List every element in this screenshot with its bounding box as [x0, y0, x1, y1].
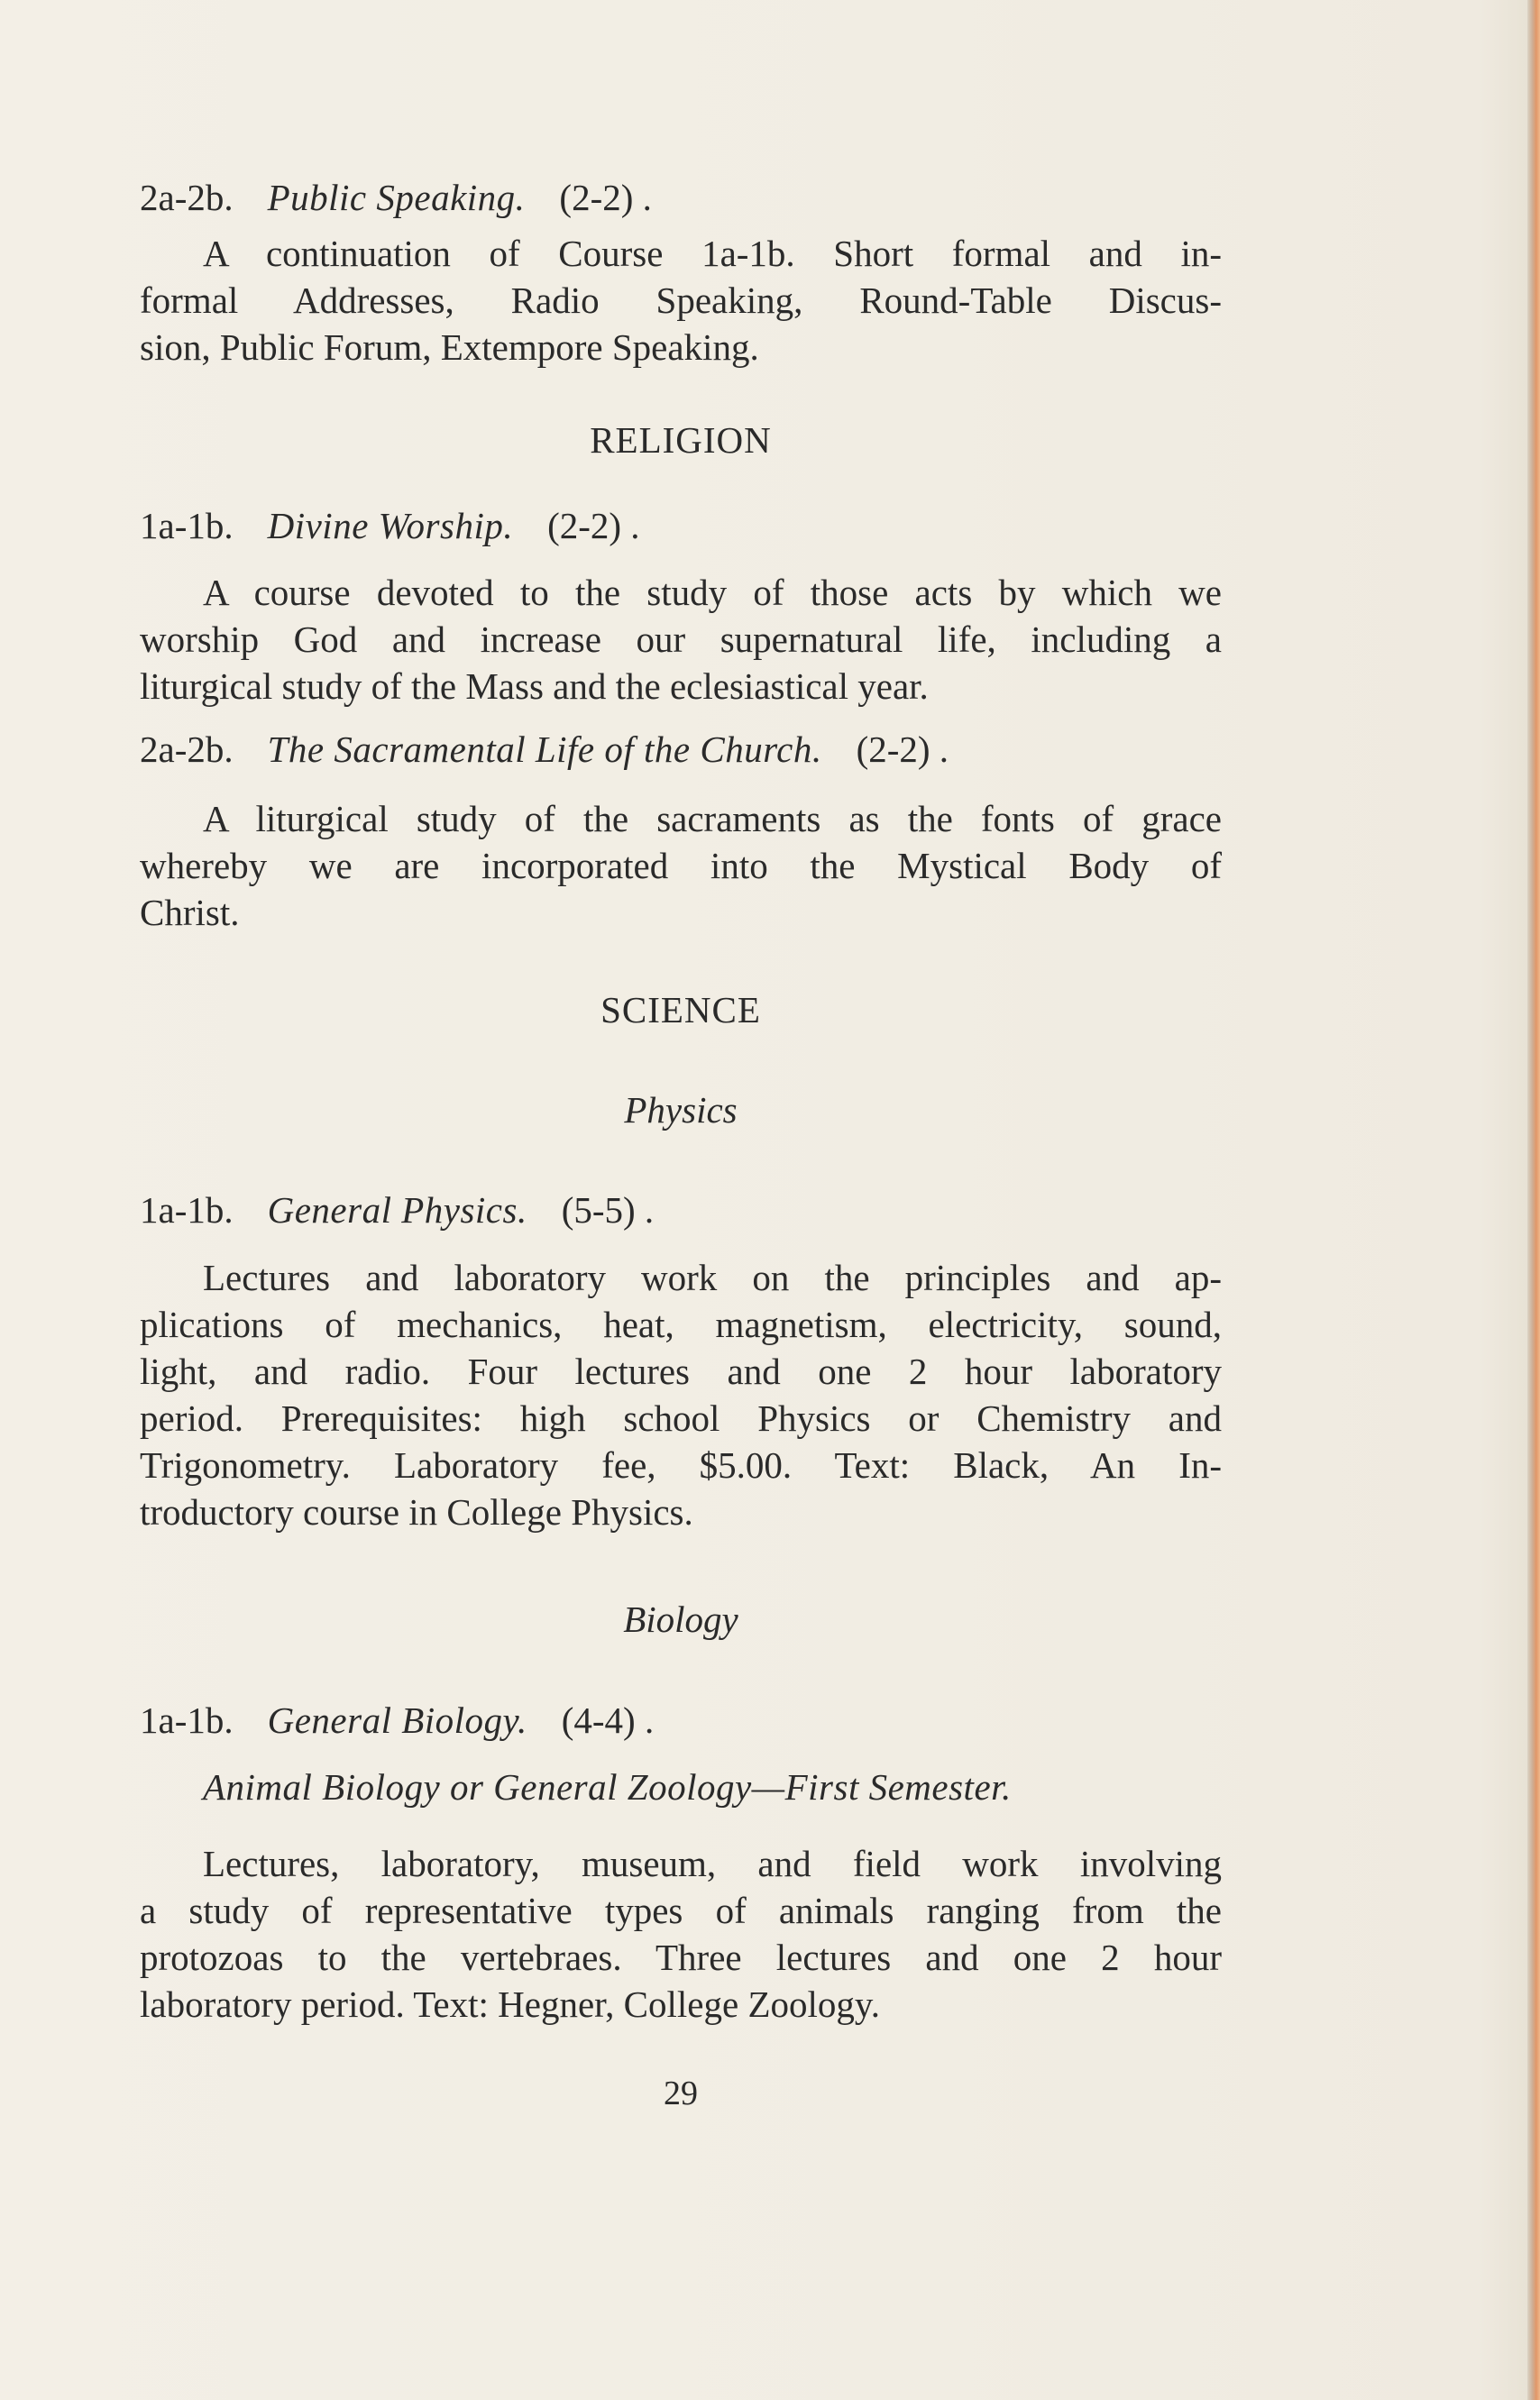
semester-heading: Animal Biology or General Zoology—First Semester. — [203, 1766, 1012, 1808]
description-line: Trigonometry. Laboratory fee, $5.00. Text: Black, An In- — [140, 1444, 1222, 1486]
course-number: 2a-2b. — [140, 728, 234, 770]
course-number: 1a-1b. — [140, 1189, 234, 1231]
course-credits: (2-2) . — [856, 728, 949, 770]
course-title: General Physics. — [267, 1189, 527, 1231]
description-line: protozoas to the vertebraes. Three lectures and one 2 hour — [140, 1937, 1222, 1978]
section-heading-religion: RELIGION — [590, 419, 772, 461]
page-number: 29 — [664, 2075, 698, 2112]
description-line: liturgical study of the Mass and the eclesiastical year. — [140, 665, 929, 707]
course-credits: (4-4) . — [561, 1699, 655, 1741]
course-description-general-biology — [140, 1840, 1222, 2028]
description-line: A course devoted to the study of those acts by which we — [203, 572, 1222, 613]
description-line: Lectures and laboratory work on the principles and ap- — [203, 1257, 1222, 1298]
course-title: The Sacramental Life of the Church. — [267, 728, 822, 770]
course-title: Divine Worship. — [267, 505, 514, 546]
course-number: 1a-1b. — [140, 1699, 234, 1741]
description-line: a study of representative types of animals ranging from the — [140, 1890, 1222, 1931]
description-line: troductory course in College Physics. — [140, 1491, 693, 1533]
course-description-general-physics — [140, 1254, 1222, 1535]
course-header-divine-worship — [140, 502, 640, 549]
course-description-divine-worship — [140, 569, 1222, 710]
description-line: Christ. — [140, 892, 240, 933]
course-number: 2a-2b. — [140, 177, 234, 218]
course-number: 1a-1b. — [140, 505, 234, 546]
course-header-general-biology — [140, 1697, 654, 1744]
page-edge — [1527, 0, 1540, 2400]
course-header-general-physics — [140, 1186, 654, 1233]
description-line: plications of mechanics, heat, magnetism, electricity, sound, — [140, 1304, 1222, 1345]
description-line: sion, Public Forum, Extempore Speaking. — [140, 326, 759, 368]
description-line: light, and radio. Four lectures and one 2 hour laboratory — [140, 1351, 1222, 1392]
description-line: period. Prerequisites: high school Physics or Chemistry and — [140, 1397, 1222, 1439]
course-header-sacramental-life — [140, 726, 949, 773]
description-line: whereby we are incorporated into the Mystical Body of — [140, 845, 1222, 886]
subsection-heading-physics: Physics — [624, 1089, 738, 1131]
description-line: laboratory period. Text: Hegner, College Zoology. — [140, 1983, 880, 2025]
description-line: A liturgical study of the sacraments as the fonts of grace — [203, 798, 1222, 839]
description-line: worship God and increase our supernatural life, including a — [140, 618, 1222, 660]
course-title: Public Speaking. — [267, 177, 526, 218]
course-credits: (5-5) . — [561, 1189, 655, 1231]
course-title: General Biology. — [267, 1699, 527, 1741]
subsection-heading-biology: Biology — [623, 1598, 738, 1640]
course-credits: (2-2) . — [547, 505, 640, 546]
section-heading-science: SCIENCE — [600, 989, 761, 1031]
course-description-sacramental-life — [140, 795, 1222, 936]
course-credits: (2-2) . — [559, 177, 652, 218]
course-description-public-speaking — [140, 230, 1222, 371]
course-header-public-speaking — [140, 174, 652, 221]
description-line: formal Addresses, Radio Speaking, Round-Table Discus- — [140, 279, 1222, 321]
description-line: Lectures, laboratory, museum, and field work involving — [203, 1843, 1222, 1884]
description-line: A continuation of Course 1a-1b. Short formal and in- — [203, 233, 1222, 274]
